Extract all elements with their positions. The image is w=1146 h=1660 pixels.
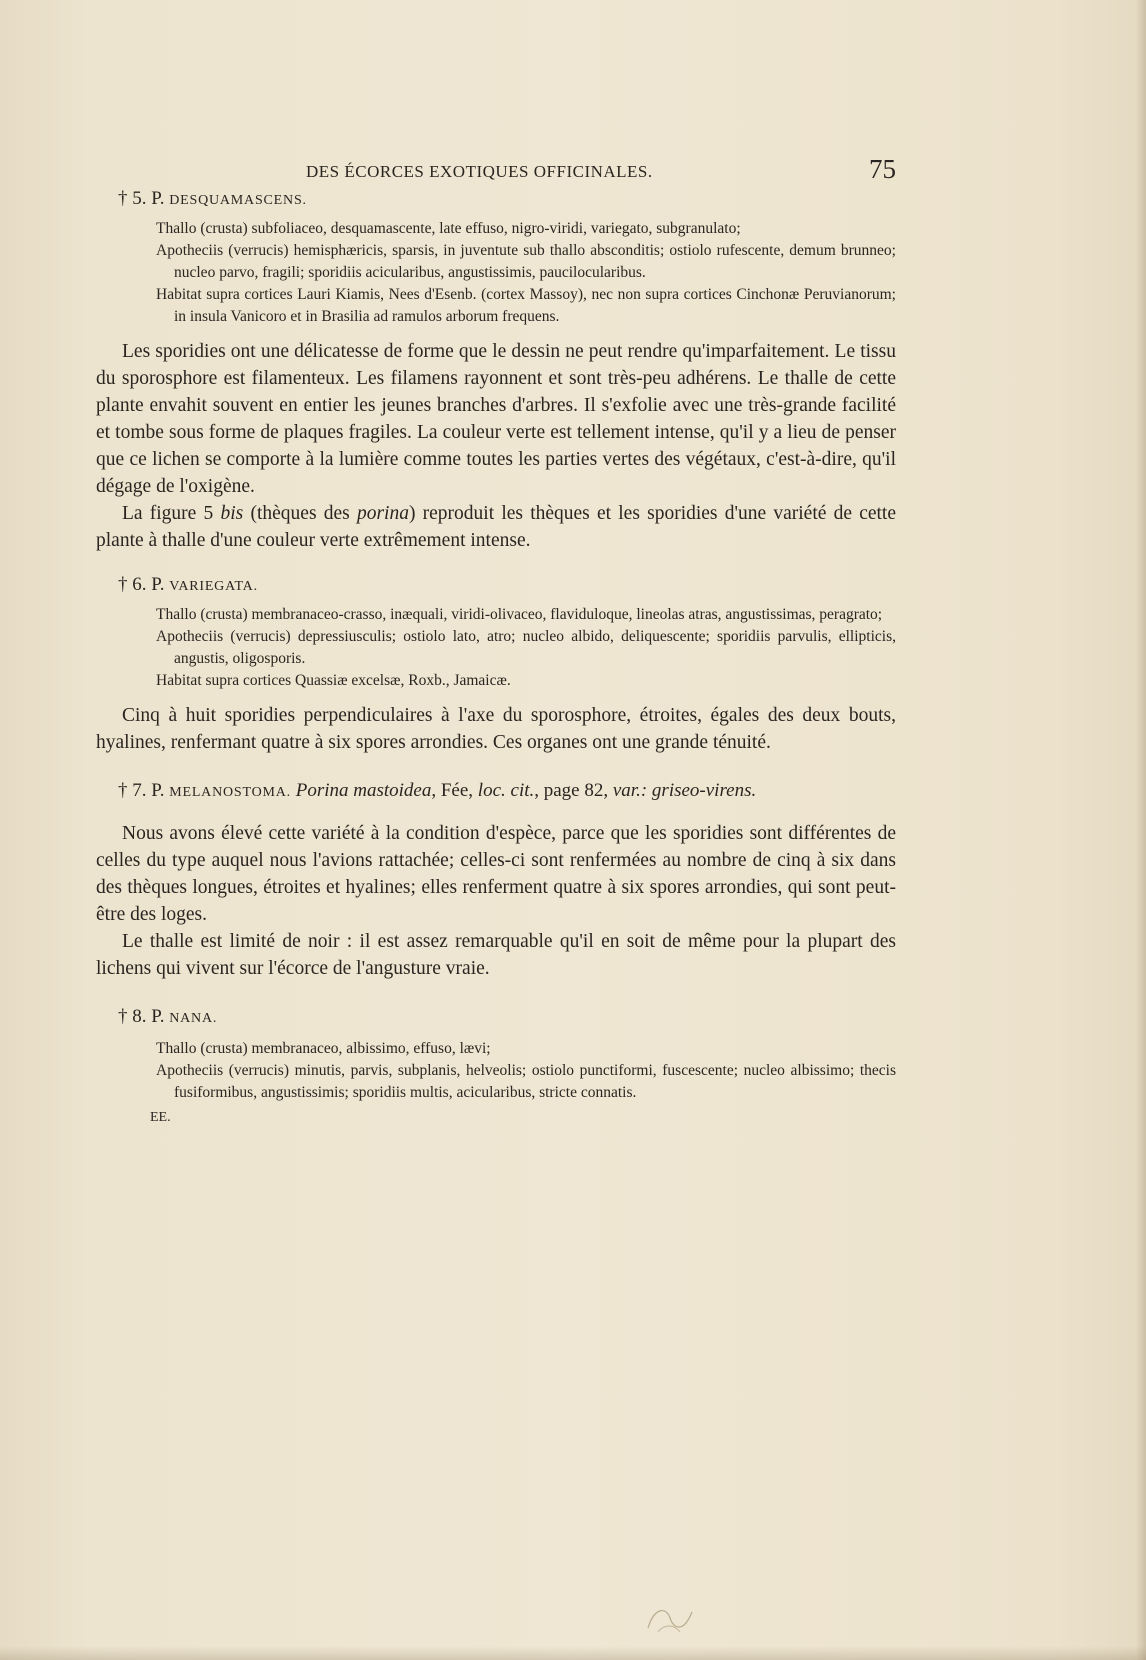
species-number: 7. P. (132, 780, 165, 801)
species-number: 5. P. (132, 188, 165, 209)
synonym-page: , page 82, (534, 780, 613, 801)
variety-label: var.: griseo-virens. (612, 780, 757, 801)
loc-cit: loc. cit. (477, 780, 535, 801)
paragraph-le-thalle: Le thalle est limité de noir : il est assez remarquable qu'il en soit de même pour la plupart des lichens qui vivent sur l'écorce de l'angusture vraie. (96, 931, 896, 979)
library-stamp-mark (640, 1598, 700, 1638)
species-6-diagnosis (156, 604, 896, 692)
dagger-mark: † (118, 574, 128, 595)
diagnosis-apotheciis: Apotheciis (verrucis) depressiusculis; ostiolo lato, atro; nucleo albido, deliquescente; sporidiis parvulis, ellipticis, angustis, oligosporis. (156, 628, 896, 667)
dagger-mark: † (118, 780, 128, 801)
diagnosis-apotheciis: Apotheciis (verrucis) hemisphæricis, sparsis, in juventute sub thallo absconditis; ostiolo rufescente, demum brunneo; nucleo parvo, fragili; sporidiis acicularibus, angustissimis, paucilocularibus. (156, 242, 896, 281)
dagger-mark: † (118, 1006, 128, 1027)
paragraph-figure-5-bis (96, 500, 896, 554)
running-head (96, 150, 896, 186)
species-5-heading (96, 186, 896, 214)
running-title: DES ÉCORCES EXOTIQUES OFFICINALES. (306, 162, 653, 181)
species-name: DESQUAMASCENS. (169, 193, 307, 208)
text-block (96, 150, 896, 1126)
species-8-heading (96, 1004, 896, 1032)
italic-run: bis (220, 503, 244, 524)
synonym-author: , Fée, (431, 780, 478, 801)
diagnosis-thallo: Thallo (crusta) membranaceo-crasso, inæquali, viridi-olivaceo, flaviduloque, lineolas atras, angustissimas, peragrato; (156, 606, 883, 623)
species-7-heading (96, 778, 896, 806)
species-name: MELANOSTOMA. (169, 785, 291, 800)
diagnosis-habitat: Habitat supra cortices Lauri Kiamis, Nees d'Esenb. (cortex Massoy), nec non supra cortices Cinchonæ Peruvianorum; in insula Vanicoro et in Brasilia ad ramulos arborum frequens. (156, 286, 896, 325)
diagnosis-thallo: Thallo (crusta) subfoliaceo, desquamascente, late effuso, nigro-viridi, variegato, subgranulato; (156, 220, 741, 237)
species-name: VARIEGATA. (169, 579, 258, 594)
species-8-diagnosis (156, 1038, 896, 1104)
species-number: 8. P. (132, 1006, 165, 1027)
text-run: ) reproduit les thèques et les sporidies d'une variété de cette plante à thalle d'une couleur verte extrêmement intense. (96, 503, 896, 551)
diagnosis-thallo: Thallo (crusta) membranaceo, albissimo, effuso, lævi; (156, 1040, 491, 1057)
page-edge-shadow (1136, 0, 1146, 1660)
dagger-mark: † (118, 188, 128, 209)
diagnosis-apotheciis: Apotheciis (verrucis) minutis, parvis, subplanis, helveolis; ostiolo punctiformi, fuscescente; nucleo albissimo; thecis fusiformibus, angustissimis; sporidiis multis, acicularibus, stricte connatis. (156, 1062, 896, 1101)
synonym-name: Porina mastoidea (295, 780, 432, 801)
species-name: NANA. (169, 1011, 218, 1026)
text-run: La figure 5 (122, 503, 221, 524)
page-number: 75 (869, 154, 896, 184)
paragraph-cinq-a-huit: Cinq à huit sporidies perpendiculaires à l'axe du sporosphore, étroites, égales des deux bouts, hyalines, renfermant quatre à six spores arrondies. Ces organes ont une grande ténuité. (96, 705, 896, 753)
italic-run: porina (356, 503, 409, 524)
species-5-diagnosis (156, 218, 896, 328)
paragraph-sporidies: Les sporidies ont une délicatesse de forme que le dessin ne peut rendre qu'imparfaitement. Le tissu du sporosphore est filamenteux. Les filamens rayonnent et sont très-peu adhérens. Le thalle de cette plante envahit souvent en entier les jeunes branches d'arbres. Il s'exfolie avec une très-grande facilité et tombe sous forme de plaques fragiles. La couleur verte est tellement intense, qu'il y a lieu de penser que ce lichen se comporte à la lumière comme toutes les parties vertes des végétaux, c'est-à-dire, qu'il dégage de l'oxigène. (96, 341, 896, 497)
page-bottom-shadow (0, 1646, 1146, 1660)
paragraph-nous-avons: Nous avons élevé cette variété à la condition d'espèce, parce que les sporidies sont différentes de celles du type auquel nous l'avions rattachée; celles-ci sont renfermées au nombre de cinq à six dans des thèques longues, étroites et hyalines; elles renferment quatre à six spores arrondies, qui sont peut-être des loges. (96, 823, 896, 925)
diagnosis-habitat: Habitat supra cortices Quassiæ excelsæ, Roxb., Jamaicæ. (156, 672, 511, 689)
species-number: 6. P. (132, 574, 165, 595)
printer-signature: EE. (150, 1110, 171, 1125)
species-6-heading (96, 572, 896, 600)
text-run: (thèques des (243, 503, 357, 524)
